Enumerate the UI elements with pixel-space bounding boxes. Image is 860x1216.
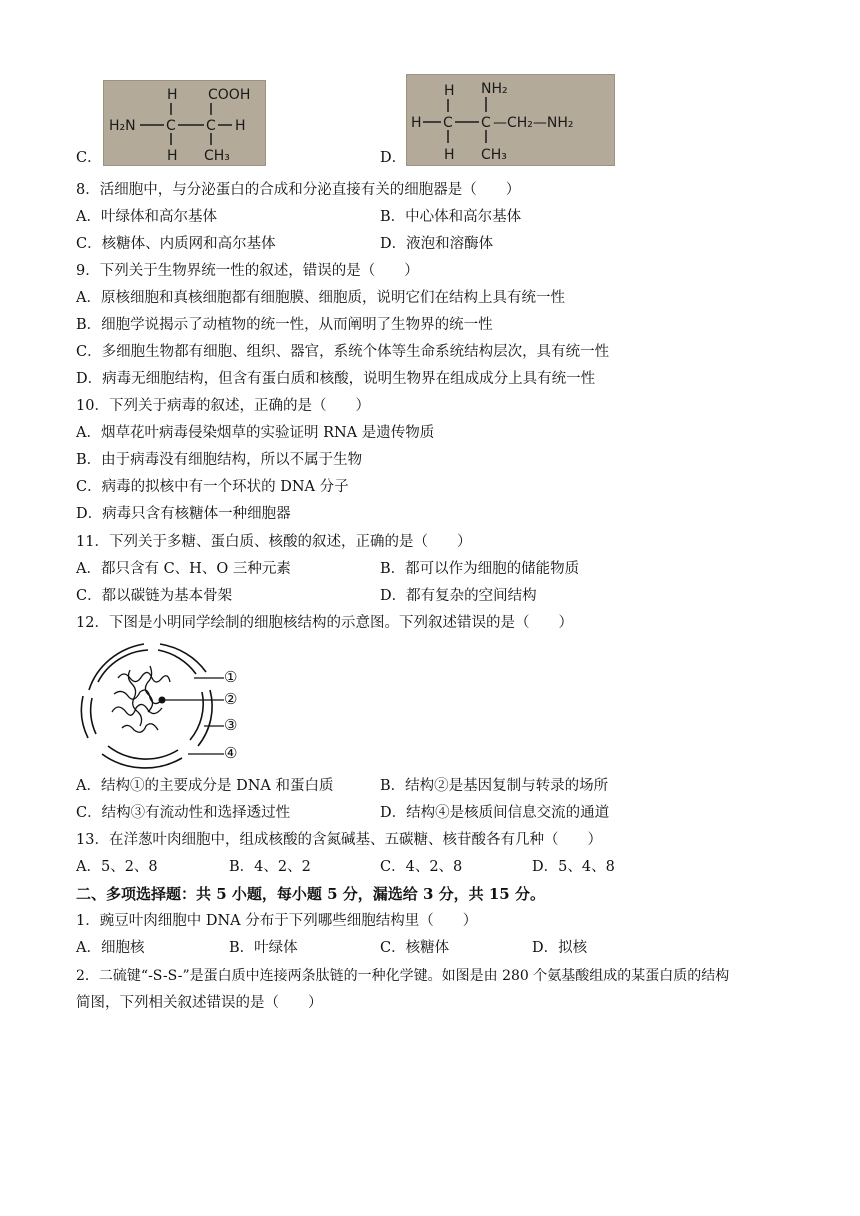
q10-option-a: A．烟草花叶病毒侵染烟草的实验证明 RNA 是遗传物质 [76,425,435,441]
q12-stem: 12．下图是小明同学绘制的细胞核结构的示意图。下列叙述错误的是（ ） [76,615,573,631]
option-c-label: C． [76,150,102,166]
q9-option-d: D．病毒无细胞结构，但含有蛋白质和核酸，说明生物界在组成成分上具有统一性 [76,371,596,387]
q8-option-c: C．核糖体、内质网和高尔基体 [76,236,276,252]
structure-d-h-top: H [444,83,455,99]
q10-option-d: D．病毒只含有核糖体一种细胞器 [76,506,291,522]
q13-stem: 13．在洋葱叶肉细胞中，组成核酸的含氮碱基、五碳糖、核苷酸各有几种（ ） [76,832,602,848]
nucleus-diagram [78,642,250,770]
q9-option-a: A．原核细胞和真核细胞都有细胞膜、细胞质，说明它们在结构上具有统一性 [76,290,565,306]
structure-d-chain: —CH₂—NH₂ [493,115,574,131]
q10-option-b: B．由于病毒没有细胞结构，所以不属于生物 [76,452,363,468]
structure-c-cooh: COOH [208,87,251,103]
structure-d-h-bottom: H [444,147,455,163]
mq1-option-b: B．叶绿体 [229,940,298,956]
q12-option-b: B．结构②是基因复制与转录的场所 [380,778,609,794]
structure-c-c2: C [206,118,216,134]
label-4: ④ [224,744,238,762]
q11-option-c: C．都以碳链为基本骨架 [76,588,233,604]
q11-option-a: A．都只含有 C、H、O 三种元素 [76,561,291,577]
q13-option-b: B．4、2、2 [229,859,311,875]
mq1-stem: 1．豌豆叶肉细胞中 DNA 分布于下列哪些细胞结构里（ ） [76,913,478,929]
mq2-stem-line2: 简图，下列相关叙述错误的是（ ） [76,995,323,1011]
structure-d-c1: C [443,115,453,131]
q9-option-b: B．细胞学说揭示了动植物的统一性，从而阐明了生物界的统一性 [76,317,493,333]
q13-option-c: C．4、2、8 [380,859,463,875]
label-1: ① [224,668,238,686]
label-2: ② [224,690,238,708]
mq1-option-a: A．细胞核 [76,940,145,956]
structure-c-h-top: H [167,87,178,103]
mq1-option-d: D．拟核 [532,940,588,956]
option-d-label: D． [380,150,407,166]
structure-d-h-left: H [411,115,422,131]
q13-option-d: D．5、4、8 [532,859,615,875]
section-2-title: 二、多项选择题：共 5 小题，每小题 5 分，漏选给 3 分，共 15 分。 [76,885,545,903]
q9-option-c: C．多细胞生物都有细胞、组织、器官，系统个体等生命系统结构层次，具有统一性 [76,344,610,360]
q8-option-a: A．叶绿体和高尔基体 [76,209,217,225]
q8-option-d: D．液泡和溶酶体 [380,236,494,252]
q12-option-d: D．结构④是核质间信息交流的通道 [380,805,610,821]
q10-option-c: C．病毒的拟核中有一个环状的 DNA 分子 [76,479,349,495]
mq2-stem-line1: 2．二硫键“-S-S-”是蛋白质中连接两条肽链的一种化学键。如图是由 280 个氨基酸组成的某蛋白质的结构 [76,968,730,984]
structure-d-image [406,74,615,166]
mq1-option-c: C．核糖体 [380,940,450,956]
q9-stem: 9．下列关于生物界统一性的叙述，错误的是（ ） [76,263,419,279]
structure-c-h-bottom: H [167,148,178,164]
q11-option-b: B．都可以作为细胞的储能物质 [380,561,580,577]
q12-option-a: A．结构①的主要成分是 DNA 和蛋白质 [76,778,334,794]
q13-option-a: A．5、2、8 [76,859,158,875]
q10-stem: 10．下列关于病毒的叙述，正确的是（ ） [76,398,370,414]
structure-d-nh2-top: NH₂ [481,81,508,97]
q11-stem: 11．下列关于多糖、蛋白质、核酸的叙述，正确的是（ ） [76,534,472,550]
q12-option-c: C．结构③有流动性和选择透过性 [76,805,291,821]
structure-c-c1: C [166,118,176,134]
q8-stem: 8．活细胞中，与分泌蛋白的合成和分泌直接有关的细胞器是（ ） [76,182,521,198]
structure-c-image [103,80,266,166]
structure-d-c2: C [481,115,491,131]
q8-option-b: B．中心体和高尔基体 [380,209,522,225]
structure-c-ch3: CH₃ [204,148,230,164]
structure-c-h2n: H₂N [109,118,136,134]
structure-c-h-right: H [235,118,246,134]
q11-option-d: D．都有复杂的空间结构 [380,588,537,604]
label-3: ③ [224,716,238,734]
structure-d-ch3: CH₃ [481,147,507,163]
